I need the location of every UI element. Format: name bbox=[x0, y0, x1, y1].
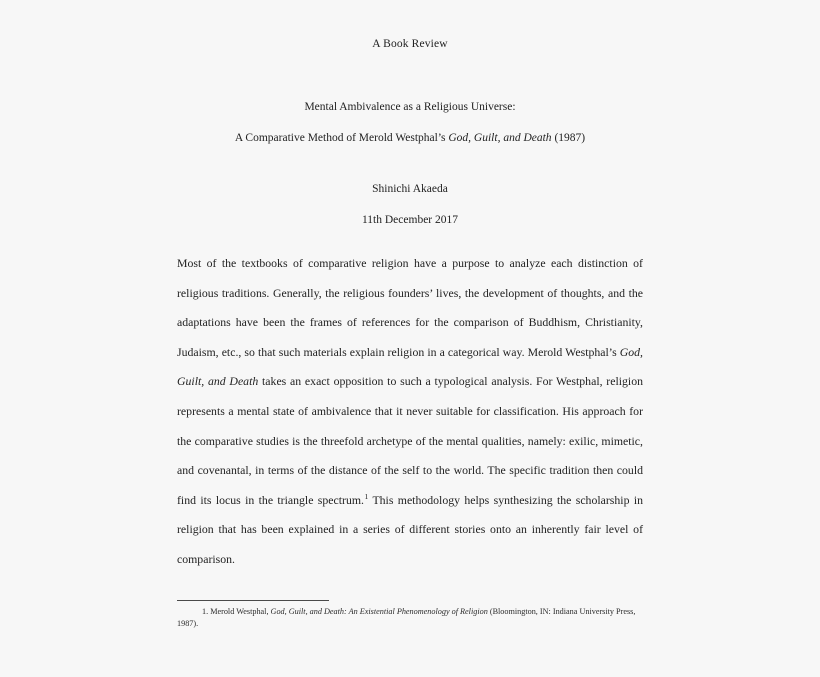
document-title bbox=[177, 92, 643, 154]
document-date: 11th December 2017 bbox=[361, 214, 458, 226]
paragraph-1-segment-2: takes an exact opposition to such a typological analysis. For Westphal, religion represents a mental state of ambivalence that it never suitable for classification. His approach for the comparative studies is the threefold archetype of the mental qualities, namely: exilic, mimetic, and covenantal, in terms of the distance of the self to the world. The specific tradition then could find its locus in the triangle spectrum. bbox=[177, 374, 644, 507]
paragraph-1-book-title: God, Guilt, and Death bbox=[177, 344, 643, 389]
footnote-separator-rule bbox=[177, 600, 329, 601]
paragraph-1-segment-3: This methodology helps synthesizing the scholarship in religion that has been explained in a series of different stories onto an inherently fair level of comparison. bbox=[177, 492, 643, 566]
footnote-text-before: Merold Westphal, bbox=[208, 607, 271, 616]
author-name: Shinichi Akaeda bbox=[372, 183, 448, 195]
footnote-text-after: (Bloomington, IN: Indiana University Press, 1987). bbox=[177, 607, 636, 628]
footnote-book-title: God, Guilt, and Death: An Existential Phenomenology of Religion bbox=[270, 607, 488, 616]
body-text bbox=[177, 249, 643, 575]
paragraph-1 bbox=[177, 249, 643, 575]
title-line-1: Mental Ambivalence as a Religious Universe: bbox=[304, 101, 516, 113]
paragraph-1-segment-1: Most of the textbooks of comparative religion have a purpose to analyze each distinction of religious traditions. Generally, the religious founders’ lives, the development of thoughts, and the adaptations have been the frames of references for the comparison of Buddhism, Christianity, Judaism, etc., so that such materials explain religion in a categorical way. Merold Westphal’s bbox=[177, 256, 643, 359]
title-line-2-book-title: God, Guilt, and Death bbox=[448, 132, 552, 144]
footnote-item-1 bbox=[177, 606, 643, 629]
footnote-area bbox=[177, 600, 643, 629]
title-line-2-year: (1987) bbox=[551, 132, 586, 144]
document-header-label: A Book Review bbox=[372, 38, 448, 50]
byline bbox=[177, 174, 643, 236]
footnote-number: 1. bbox=[202, 607, 209, 616]
title-line-2-prefix: A Comparative Method of Merold Westphal’s bbox=[234, 132, 449, 144]
footnote-reference-marker[interactable]: 1 bbox=[364, 491, 369, 501]
title-line-2 bbox=[177, 123, 643, 154]
